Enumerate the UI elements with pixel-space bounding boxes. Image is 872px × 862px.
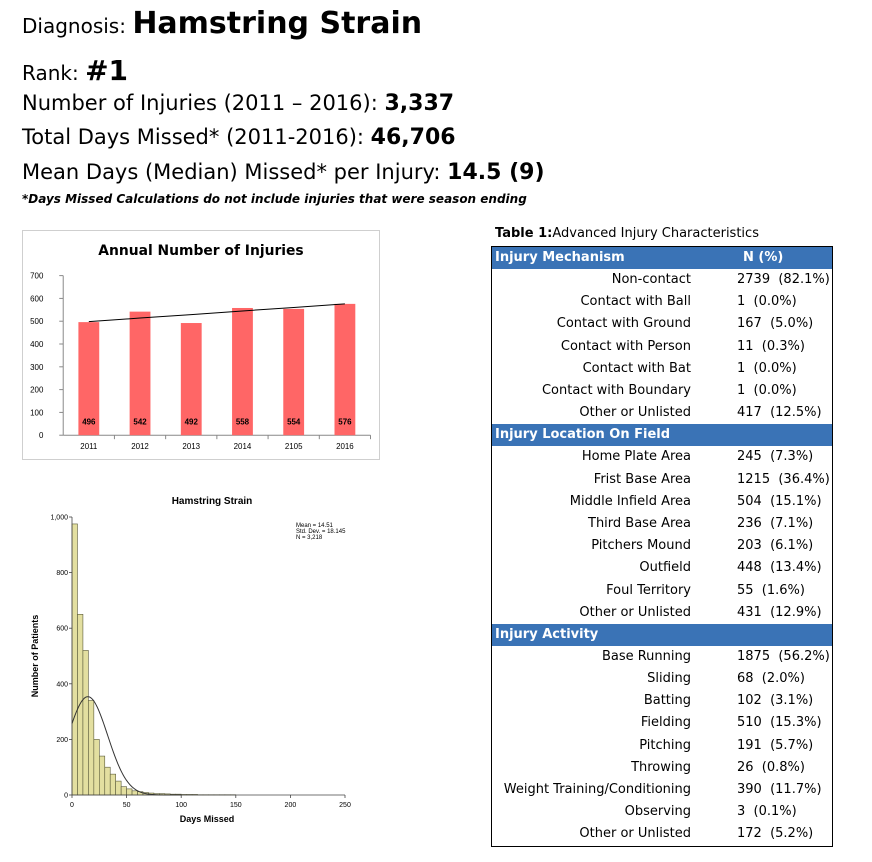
row-value: 417 (12.5%) (737, 405, 822, 421)
table-section-header (492, 424, 833, 446)
x-tick-label: 50 (122, 802, 131, 809)
table-row (492, 491, 833, 513)
diagnosis-line (22, 6, 422, 41)
table-row (492, 269, 833, 291)
y-tick-label: 600 (30, 294, 44, 304)
diagnosis-value: Hamstring Strain (132, 6, 423, 41)
histogram-bin (132, 791, 137, 795)
table-row (492, 735, 833, 757)
y-tick-label: 200 (30, 385, 44, 395)
x-tick-label: 2014 (233, 442, 252, 452)
table-row (492, 358, 833, 380)
table-row (492, 801, 833, 823)
bar-data-label: 542 (133, 417, 147, 427)
bar-2014 (232, 308, 253, 435)
table-row (492, 712, 833, 734)
y-tick-label: 400 (56, 681, 68, 689)
row-value: 3 (0.1%) (737, 804, 797, 820)
stats-text: Mean = 14.51 (296, 523, 333, 529)
row-value: 1 (0.0%) (737, 294, 797, 310)
trend-line (89, 304, 345, 322)
mean-days-label: Mean Days (Median) Missed* per Injury: (22, 160, 448, 184)
annual-injuries-chart (22, 230, 380, 460)
table-row (492, 557, 833, 579)
row-value: 390 (11.7%) (737, 782, 822, 798)
days-missed-line (22, 125, 456, 150)
row-label: Throwing (631, 759, 691, 775)
mean-days-value: 14.5 (9) (447, 160, 545, 185)
row-label: Batting (643, 693, 691, 709)
y-tick-label: 100 (30, 408, 44, 418)
histogram-bin (121, 787, 126, 795)
table-row (492, 380, 833, 402)
days-missed-footnote: *Days Missed Calculations do not include injuries that were season ending (22, 192, 527, 206)
row-value: 11 (0.3%) (737, 338, 805, 354)
row-label: Contact with Person (560, 338, 691, 354)
row-value: 1 (0.0%) (737, 360, 797, 376)
row-label: Other or Unlisted (579, 604, 691, 620)
row-value: 431 (12.9%) (737, 604, 822, 620)
x-tick-label: 150 (229, 802, 242, 809)
row-label: Pitching (639, 737, 691, 753)
histogram-bin (110, 774, 115, 795)
rank-label: Rank: (22, 61, 86, 85)
row-label: Contact with Boundary (541, 383, 691, 399)
histogram-bin (83, 650, 88, 795)
row-value: 2739 (82.1%) (737, 272, 830, 288)
table-title-number: Table 1: (495, 226, 553, 241)
table-row (492, 313, 833, 335)
row-label: Pitchers Mound (591, 538, 691, 554)
y-tick-label: 700 (30, 271, 44, 281)
bar-2016 (334, 304, 355, 435)
histogram-bin (127, 789, 132, 795)
row-value: 448 (13.4%) (737, 560, 822, 576)
row-label: Outfield (639, 560, 691, 576)
rank-line (22, 54, 128, 87)
row-label: Other or Unlisted (579, 826, 691, 842)
y-tick-label: 400 (30, 339, 44, 349)
x-tick-label: 2105 (284, 442, 303, 452)
y-tick-label: 1,000 (50, 514, 68, 522)
row-label: Frist Base Area (593, 471, 691, 487)
y-tick-label: 0 (64, 792, 68, 800)
row-label: Contact with Ground (556, 316, 691, 332)
bar-data-label: 576 (338, 417, 352, 427)
y-tick-label: 300 (30, 362, 44, 372)
row-value: 510 (15.3%) (737, 715, 822, 731)
row-value: 1215 (36.4%) (737, 471, 830, 487)
histogram-title: Hamstring Strain (171, 496, 253, 507)
row-label: Fielding (640, 715, 691, 731)
x-tick-label: 200 (284, 802, 297, 809)
row-label: Non-contact (611, 272, 691, 288)
bar-data-label: 496 (82, 417, 96, 427)
table-row (492, 779, 833, 801)
table-section-header (492, 247, 833, 270)
histogram-bin (94, 739, 99, 795)
section-n-header (703, 624, 833, 646)
y-tick-label: 800 (56, 570, 68, 578)
histogram-bin (72, 524, 77, 795)
table-row (492, 646, 833, 668)
y-axis-label: Number of Patients (30, 614, 40, 698)
histogram-bin (116, 781, 121, 795)
bar-data-label: 558 (235, 417, 250, 427)
stats-text: N = 3,218 (296, 535, 323, 541)
table-row (492, 668, 833, 690)
bar-data-label: 492 (184, 417, 198, 427)
x-tick-label: 250 (339, 802, 351, 809)
histogram-bin (105, 767, 110, 795)
days-missed-value: 46,706 (370, 125, 456, 150)
row-label: Middle Infield Area (569, 493, 691, 509)
row-value: 172 (5.2%) (737, 826, 814, 842)
x-axis-label: Days Missed (179, 814, 235, 824)
rank-value: #1 (85, 54, 129, 87)
table-row (492, 602, 833, 624)
row-label: Home Plate Area (581, 449, 691, 465)
table-row (492, 757, 833, 779)
row-value: 26 (0.8%) (737, 759, 805, 775)
histogram-bin (99, 756, 104, 795)
injuries-line (22, 91, 454, 116)
section-name: Injury Location On Field (492, 424, 704, 446)
section-n-header: N (%) (703, 247, 833, 270)
mean-days-line (22, 160, 545, 185)
chart-title: Annual Number of Injuries (98, 242, 304, 259)
injury-characteristics-table (491, 246, 833, 847)
y-tick-label: 0 (38, 431, 44, 441)
x-tick-label: 2012 (131, 442, 149, 452)
row-value: 167 (5.0%) (737, 316, 814, 332)
histogram-bin (88, 700, 93, 795)
bar-2105 (283, 309, 304, 435)
section-name: Injury Activity (492, 624, 704, 646)
x-tick-label: 2013 (182, 442, 201, 452)
table-title (495, 226, 759, 241)
table-title-text: Advanced Injury Characteristics (552, 226, 759, 241)
row-label: Other or Unlisted (579, 405, 691, 421)
table-row (492, 402, 833, 424)
y-tick-label: 500 (30, 317, 44, 327)
row-value: 245 (7.3%) (737, 449, 814, 465)
row-value: 102 (3.1%) (737, 693, 814, 709)
row-label: Sliding (647, 671, 691, 687)
stats-text: Std. Dev. = 18.145 (296, 529, 346, 535)
y-tick-label: 200 (56, 736, 68, 744)
section-name: Injury Mechanism (492, 247, 704, 270)
table-row (492, 469, 833, 491)
row-label: Observing (624, 804, 691, 820)
x-tick-label: 0 (70, 802, 74, 809)
x-tick-label: 2011 (80, 442, 98, 452)
table-section-header (492, 624, 833, 646)
diagnosis-label: Diagnosis: (22, 14, 133, 38)
x-tick-label: 100 (175, 802, 188, 809)
table-row (492, 535, 833, 557)
row-value: 1875 (56.2%) (737, 648, 830, 664)
table-row (492, 446, 833, 468)
row-label: Weight Training/Conditioning (503, 782, 691, 798)
row-value: 236 (7.1%) (737, 515, 814, 531)
row-label: Third Base Area (588, 515, 691, 531)
table-row (492, 690, 833, 712)
y-tick-label: 600 (56, 625, 68, 633)
row-label: Base Running (601, 648, 691, 664)
row-value: 55 (1.6%) (737, 582, 805, 598)
table-row (492, 291, 833, 313)
injuries-value: 3,337 (384, 91, 455, 116)
table-row (492, 823, 833, 846)
row-value: 191 (5.7%) (737, 737, 814, 753)
table-row (492, 579, 833, 601)
row-value: 504 (15.1%) (737, 493, 822, 509)
table-row (492, 513, 833, 535)
row-value: 203 (6.1%) (737, 538, 814, 554)
injuries-label: Number of Injuries (2011 – 2016): (22, 91, 385, 115)
x-tick-label: 2016 (336, 442, 354, 452)
row-value: 1 (0.0%) (737, 383, 797, 399)
row-value: 68 (2.0%) (737, 671, 805, 687)
row-label: Contact with Ball (580, 294, 691, 310)
row-label: Contact with Bat (582, 360, 691, 376)
table-row (492, 336, 833, 358)
days-missed-label: Total Days Missed* (2011-2016): (22, 125, 371, 149)
section-n-header (703, 424, 833, 446)
row-label: Foul Territory (606, 582, 691, 598)
days-missed-histogram (22, 490, 362, 830)
bar-data-label: 554 (287, 417, 301, 427)
